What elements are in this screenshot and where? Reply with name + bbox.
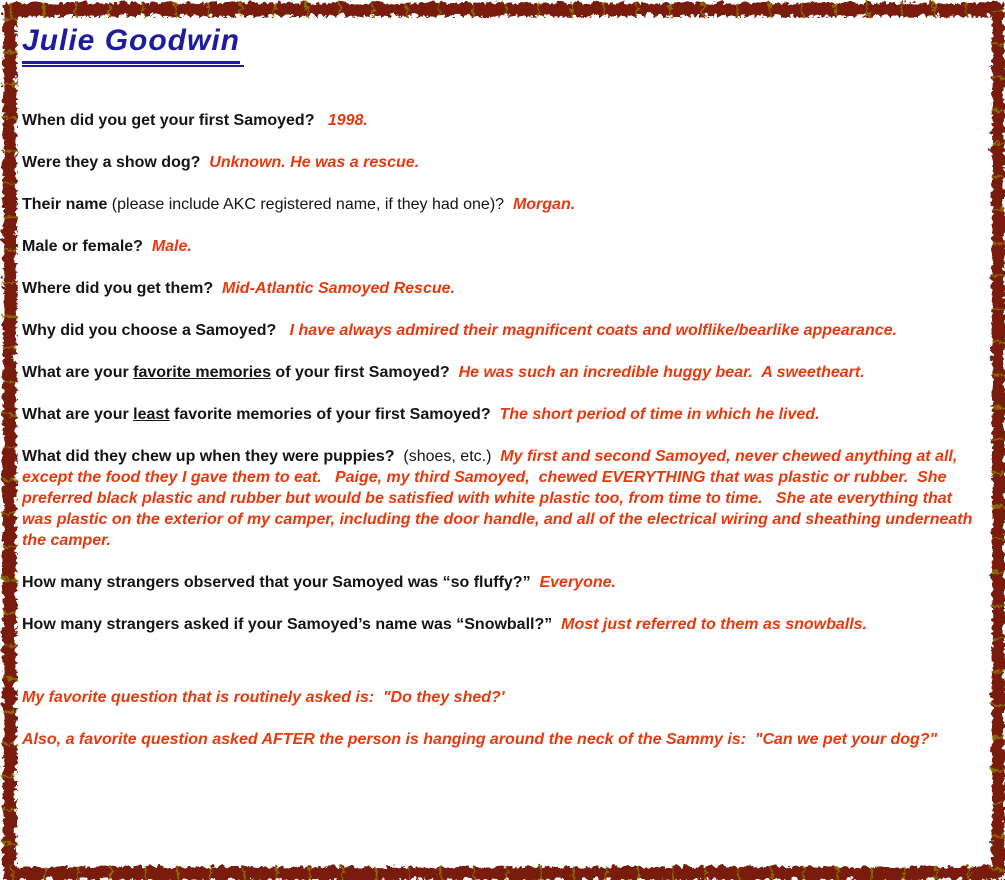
question-text: of your first Samoyed? [270,364,459,381]
answer-text: 1998. [327,112,368,129]
question-text: What did they chew up when they were puppies? [22,448,395,465]
question-text: Where did you get them? [22,280,223,297]
question-text: What are your [22,406,134,423]
question-note-text: (please include AKC registered name, if they had one)? [107,196,513,213]
answer-text: My favorite question that is routinely asked is: "Do they shed?' [22,689,505,706]
answer-text: Mid-Atlantic Samoyed Rescue. [222,280,455,297]
qa-paragraph [22,446,983,551]
document-page [22,14,983,771]
paragraph-spacer [22,656,983,687]
qa-paragraph [22,614,983,635]
qa-paragraph [22,404,983,425]
question-underlined-text: favorite memories [133,364,271,381]
question-underlined-text: least [133,406,170,423]
answer-text: Also, a favorite question asked AFTER the person is hanging around the neck of the Sammy is: "Can we pet your dog?" [22,731,938,748]
question-text: Were they a show dog? [22,154,210,171]
answer-text: Morgan. [512,196,576,213]
question-text: Male or female? [22,238,152,255]
answer-text: I have always admired their magnificent coats and wolflike/bearlike appearance. [289,322,897,339]
answer-text: He was such an incredible huggy bear. A sweetheart. [458,364,865,381]
qa-paragraph [22,110,983,131]
question-text: Why did you choose a Samoyed? [22,322,290,339]
question-text: When did you get your first Samoyed? [22,112,328,129]
answer-text: Most just referred to them as snowballs. [561,616,867,633]
question-text: How many strangers asked if your Samoyed’s name was “Snowball?” [22,616,562,633]
qa-paragraph [22,572,983,593]
question-note-text: (shoes, etc.) [394,448,501,465]
question-text: How many strangers observed that your Samoyed was “so fluffy?” [22,574,540,591]
qa-paragraph [22,278,983,299]
answer-text: Everyone. [539,574,616,591]
qa-paragraph [22,236,983,257]
question-text: Their name [22,196,108,213]
answer-text: Unknown. He was a rescue. [209,154,420,171]
page-title [22,22,983,64]
answer-text: My first and second Samoyed, never chewed anything at all, except the food they I gave them to eat. Paige, my third Samoyed, chewed EVERYTHING that was plastic or rubber. She preferred black plastic and rubber but would be satisfied with white plastic too, from time to time. She ate everything that was plastic on the exterior of my camper, including the door handle, and all of the electrical wiring and sheathing underneath the camper. [22,448,977,549]
qa-paragraph [22,362,983,383]
qa-paragraph [22,194,983,215]
page-title-text: Julie Goodwin [22,24,240,64]
qa-paragraph [22,729,983,750]
answer-text: Male. [151,238,192,255]
qa-content [22,110,983,750]
qa-paragraph [22,152,983,173]
question-text: What are your [22,364,134,381]
qa-paragraph [22,687,983,708]
qa-paragraph [22,320,983,341]
answer-text: The short period of time in which he lived. [499,406,820,423]
question-text: favorite memories of your first Samoyed? [169,406,500,423]
